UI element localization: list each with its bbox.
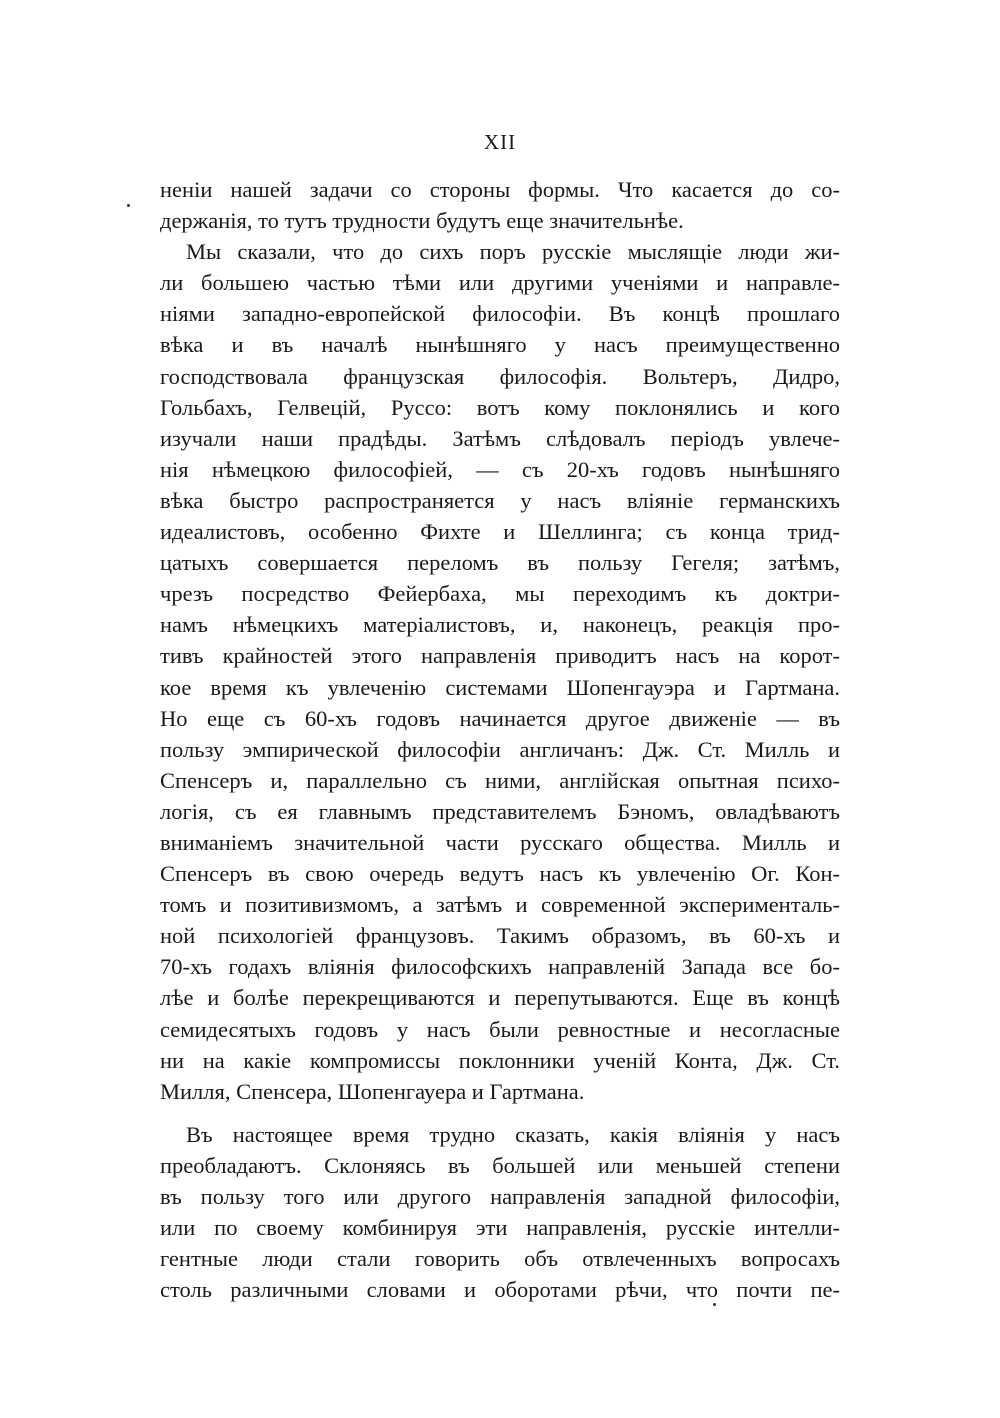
- text-line: вѣка и въ началѣ нынѣшняго у насъ преимущественно: [160, 332, 840, 358]
- page-number: XII: [483, 130, 517, 154]
- text-line: логія, съ ея главнымъ представителемъ Бэномъ, овладѣваютъ: [160, 798, 840, 824]
- text-line: ли большею частью тѣми или другими ученіями и направле-: [160, 270, 840, 296]
- text-line: Милля, Спенсера, Шопенгауера и Гартмана.: [160, 1078, 585, 1104]
- text-line: столь различными словами и оборотами рѣчи, что почти пе-: [160, 1277, 840, 1303]
- text-line: цатыхъ совершается переломъ въ пользу Гегеля; затѣмъ,: [160, 550, 840, 576]
- body-text: [160, 174, 840, 1305]
- text-line: преобладаютъ. Склоняясь въ большей или меньшей степени: [160, 1152, 840, 1178]
- text-line: нія нѣмецкою философіей, — съ 20-хъ годовъ нынѣшняго: [160, 456, 840, 482]
- text-line: гентные люди стали говорить объ отвлеченныхъ вопросахъ: [160, 1246, 840, 1272]
- paragraph-start-line: Въ настоящее время трудно сказать, какія вліянія у насъ: [186, 1121, 840, 1147]
- text-line: держанія, то тутъ трудности будутъ еще значительнѣе.: [160, 208, 684, 234]
- text-line: въ пользу того или другого направленія западной философіи,: [160, 1184, 840, 1209]
- text-line: изучали наши прадѣды. Затѣмъ слѣдовалъ періодъ увлече-: [160, 425, 840, 451]
- text-line: чрезъ посредство Фейербаха, мы переходимъ къ доктри-: [160, 581, 840, 607]
- text-line: Но еще съ 60-хъ годовъ начинается другое движеніе — въ: [160, 705, 840, 731]
- text-line: Спенсеръ въ свою очередь ведутъ насъ къ увлеченію Ог. Кон-: [160, 861, 840, 887]
- text-line: томъ и позитивизмомъ, а затѣмъ и современной эксперименталь-: [160, 892, 840, 918]
- text-line: тивъ крайностей этого направленія приводитъ насъ на корот-: [160, 643, 840, 669]
- text-line: господствовала французская философія. Вольтеръ, Дидро,: [160, 363, 840, 389]
- text-line: лѣе и болѣе перекрещиваются и перепутываются. Еще въ концѣ: [160, 985, 840, 1011]
- ink-speck: [713, 1303, 716, 1306]
- text-line: семидесятыхъ годовъ у насъ были ревностные и несогласные: [160, 1016, 840, 1042]
- text-line: или по своему комбинируя эти направленія, русскіе интелли-: [160, 1215, 840, 1241]
- text-line: Гольбахъ, Гелвецій, Руссо: вотъ кому поклонялись и кого: [160, 394, 840, 420]
- ink-speck: [127, 204, 130, 207]
- text-line: пользу эмпирической философіи англичанъ: Дж. Ст. Милль и: [160, 736, 840, 762]
- text-line: ніями западно-европейской философіи. Въ концѣ прошлаго: [160, 301, 840, 327]
- text-line: вѣка быстро распространяется у насъ вліяніе германскихъ: [160, 487, 840, 513]
- text-line: ни на какіе компромиссы поклонники ученій Конта, Дж. Ст.: [160, 1047, 840, 1073]
- text-line: ной психологіей французовъ. Такимъ образомъ, въ 60-хъ и: [160, 923, 840, 949]
- text-line: 70-хъ годахъ вліянія философскихъ направленій Запада все бо-: [160, 954, 840, 980]
- text-line: Спенсеръ и, параллельно съ ними, англійская опытная психо-: [160, 767, 840, 793]
- text-line: неніи нашей задачи со стороны формы. Что касается до со-: [160, 177, 840, 202]
- text-line: идеалистовъ, особенно Фихте и Шеллинга; съ конца трид-: [160, 519, 840, 545]
- paragraph-start-line: Мы сказали, что до сихъ поръ русскіе мыслящіе люди жи-: [186, 239, 840, 265]
- text-line: кое время къ увлеченію системами Шопенгауэра и Гартмана.: [160, 674, 840, 700]
- text-line: вниманіемъ значительной части русскаго общества. Милль и: [160, 829, 840, 855]
- text-line: намъ нѣмецкихъ матеріалистовъ, и, наконецъ, реакція про-: [160, 612, 840, 638]
